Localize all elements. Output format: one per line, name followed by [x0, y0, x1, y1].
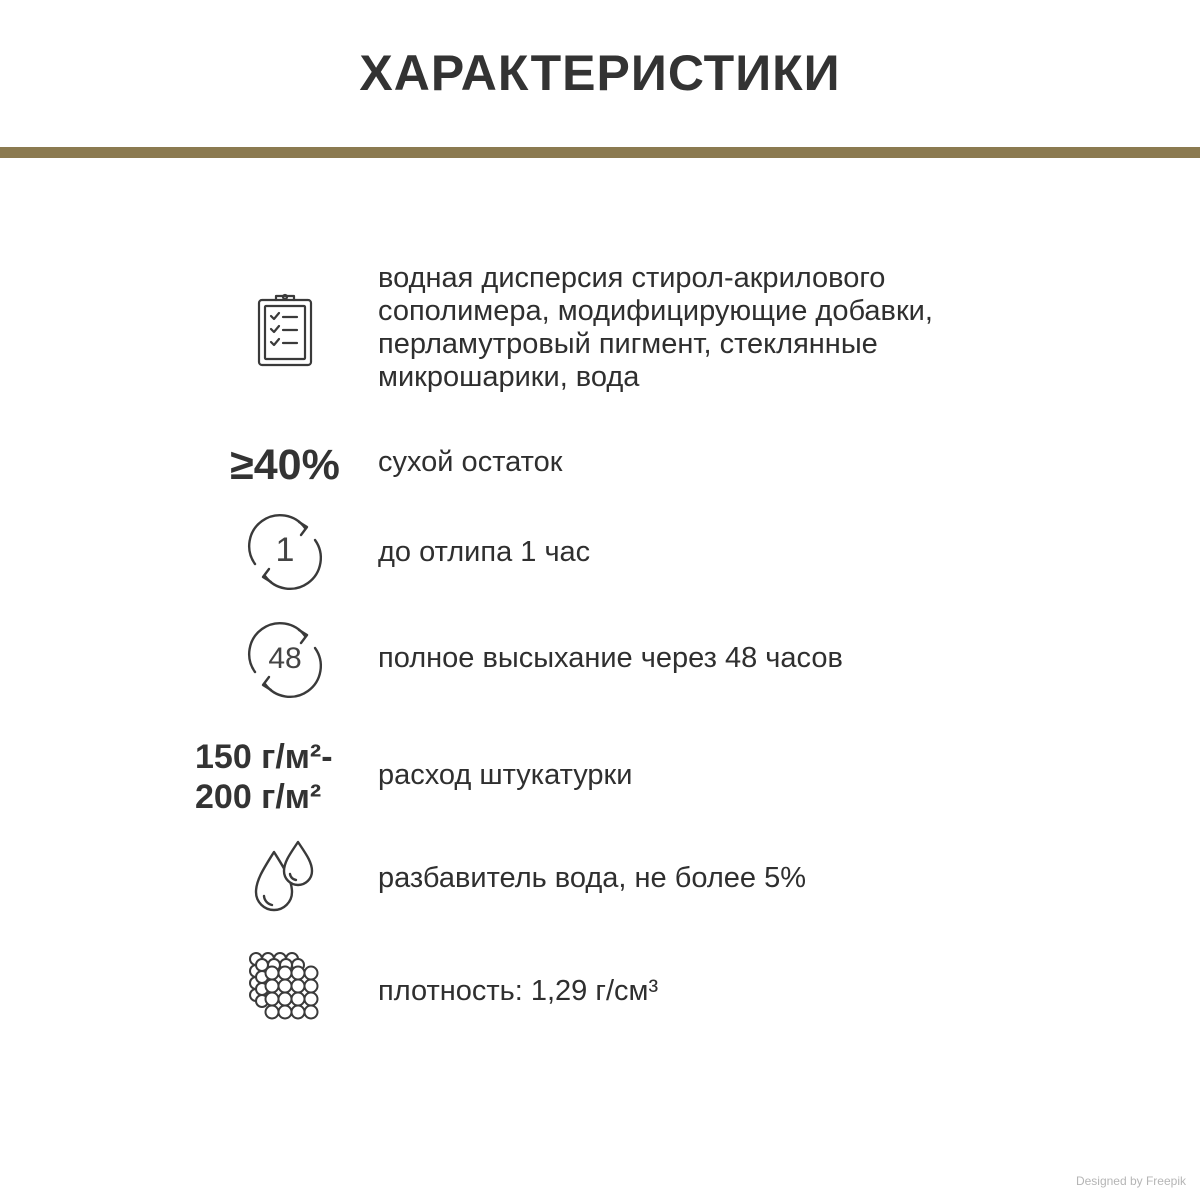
water-drops-icon: [190, 838, 380, 918]
spec-text-thinner: разбавитель вода, не более 5%: [378, 862, 806, 894]
spec-text-full-drying: полное высыхание через 48 часов: [378, 642, 843, 674]
designer-credit: Designed by Freepik: [1075, 1174, 1186, 1188]
spec-text-dry-residue: сухой остаток: [378, 446, 563, 478]
consumption-value-line1: 150 г/м²-: [195, 738, 333, 776]
spec-text-consumption: расход штукатурки: [378, 759, 633, 791]
spheres-cluster-icon: [190, 945, 380, 1027]
consumption-value-line2: 200 г/м²: [195, 778, 322, 816]
spec-text-composition: водная дисперсия стирол-акрилового сополимера, модифицирующие добавки, перламутровый пигмент, стеклянные микрошарики, вода: [378, 262, 933, 393]
accent-divider: [0, 147, 1200, 158]
page-title: ХАРАКТЕРИСТИКИ: [359, 45, 841, 101]
clipboard-checklist-icon: [190, 292, 380, 367]
spec-text-density: плотность: 1,29 г/см³: [378, 975, 659, 1007]
dry-residue-value: ≥40%: [230, 441, 340, 489]
full-drying-icon-label: 48: [268, 642, 302, 675]
spec-text-tack-free: до отлипа 1 час: [378, 536, 591, 568]
tack-free-icon-label: 1: [275, 531, 295, 569]
